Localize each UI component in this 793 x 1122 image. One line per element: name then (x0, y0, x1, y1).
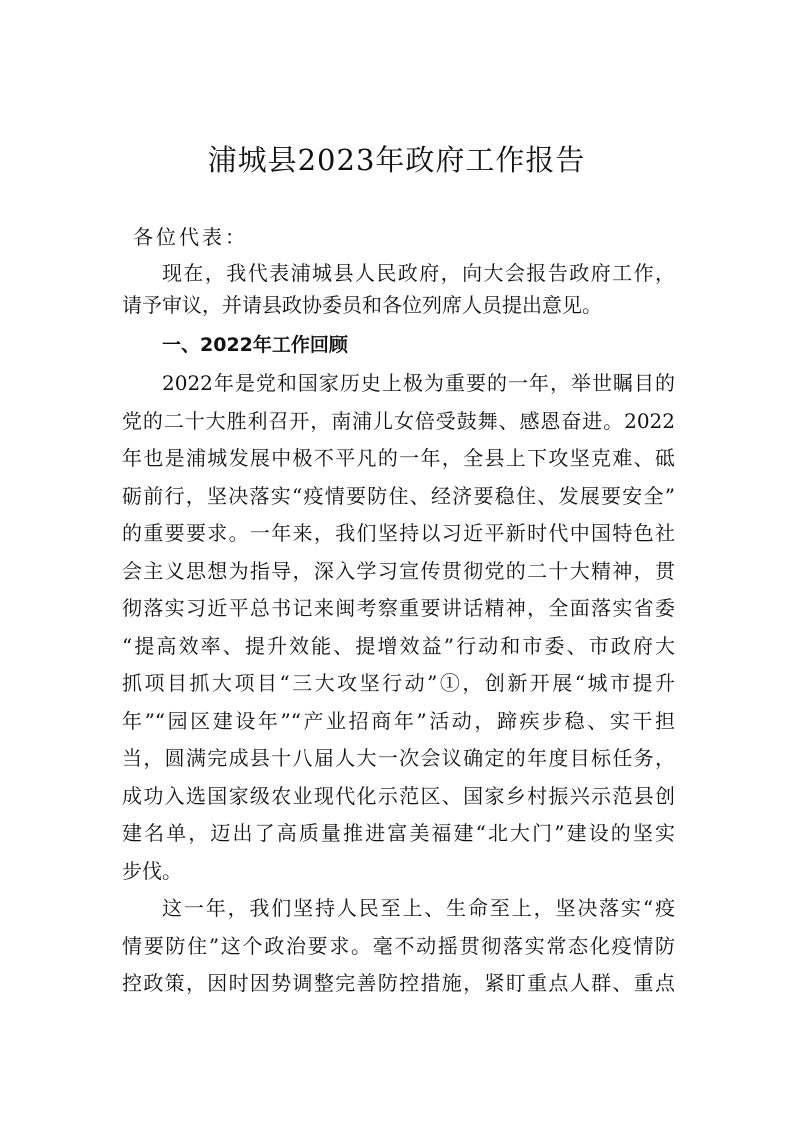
paragraph-line: 建名单，迈出了高质量推进富美福建“北大门”建设的坚实 (122, 821, 675, 845)
paragraph-line: “提高效率、提升效能、提增效益”行动和市委、市政府大 (122, 633, 675, 658)
paragraph-line: 当，圆满完成县十八届人大一次会议确定的年度目标任务， (122, 746, 675, 770)
intro-line: 请予审议，并请县政协委员和各位列席人员提出意见。 (122, 293, 602, 317)
paragraph-line: 砺前行，坚决落实“疫情要防住、经济要稳住、发展要安全” (122, 483, 675, 508)
paragraph-line: 情要防住”这个政治要求。毫不动摇贯彻落实常态化疫情防 (122, 933, 675, 958)
paragraph-line: 步伐。 (122, 858, 182, 883)
salutation: 各位代表： (133, 225, 248, 249)
section-heading: 一、2022年工作回顾 (162, 334, 348, 356)
paragraph-line: 的重要要求。一年来，我们坚持以习近平新时代中国特色社 (122, 521, 675, 545)
paragraph-line: 控政策，因时因势调整完善防控措施，紧盯重点人群、重点 (122, 971, 675, 995)
document-title: 浦城县2023年政府工作报告 (207, 143, 586, 177)
paragraph-line: 会主义思想为指导，深入学习宣传贯彻党的二十大精神，贯 (122, 558, 675, 583)
paragraph-line: 抓项目抓大项目“三大攻坚行动”①，创新开展“城市提升 (122, 671, 675, 695)
paragraph-line: 这一年，我们坚持人民至上、生命至上，坚决落实“疫 (162, 896, 675, 920)
paragraph-line: 年”“园区建设年”“产业招商年”活动，蹄疾步稳、实干担 (122, 708, 675, 733)
paragraph-line: 党的二十大胜利召开，南浦儿女倍受鼓舞、感恩奋进。2022 (122, 408, 675, 433)
paragraph-line: 2022年是党和国家历史上极为重要的一年，举世瞩目的 (162, 371, 675, 395)
paragraph-line: 年也是浦城发展中极不平凡的一年，全县上下攻坚克难、砥 (122, 446, 675, 470)
intro-line: 现在，我代表浦城县人民政府，向大会报告政府工作， (162, 261, 675, 285)
paragraph-line: 成功入选国家级农业现代化示范区、国家乡村振兴示范县创 (122, 783, 675, 808)
paragraph-line: 彻落实习近平总书记来闽考察重要讲话精神，全面落实省委 (122, 596, 675, 620)
